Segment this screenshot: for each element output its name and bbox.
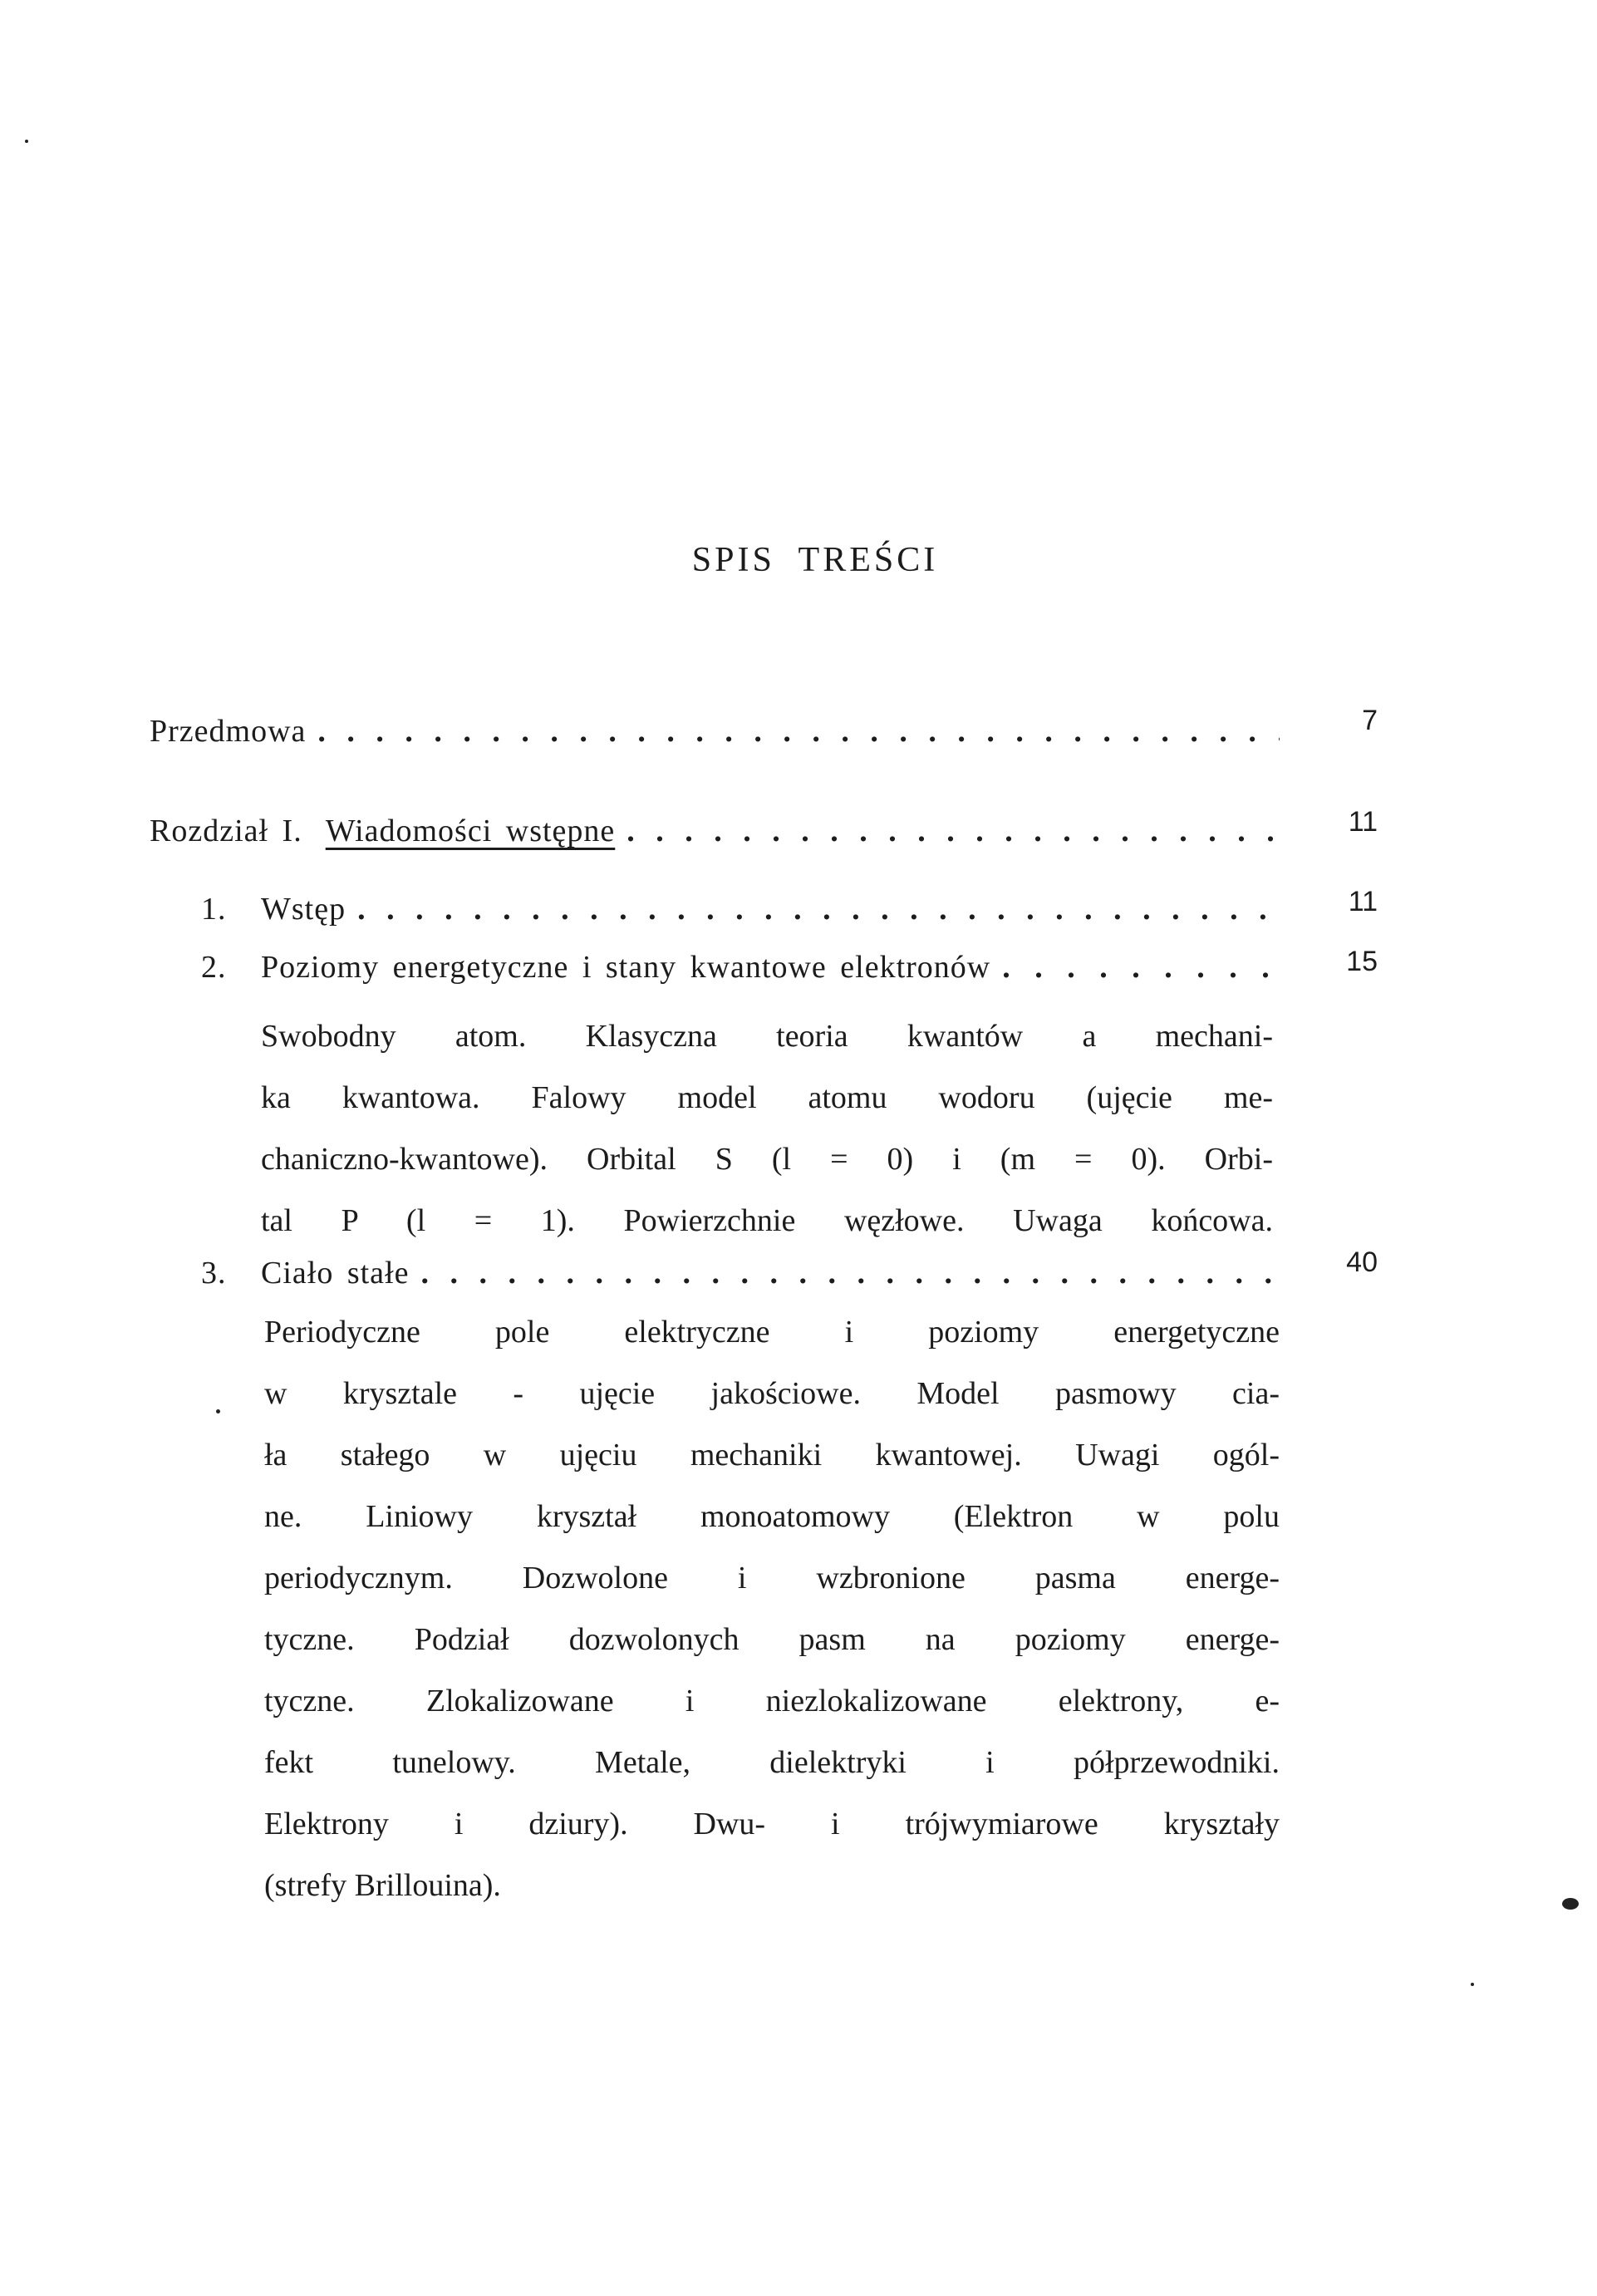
page-number: 40 (1346, 1246, 1378, 1278)
description-line: ne. Liniowy kryształ monoatomowy (Elektron w polu (264, 1499, 1280, 1534)
description-line: ka kwantowa. Falowy model atomu wodoru (ujęcie me- (261, 1080, 1273, 1115)
page-title: SPIS TREŚCI (691, 541, 939, 579)
chapter-title: Wiadomości wstępne (325, 814, 616, 848)
dot-leader (420, 1255, 1280, 1291)
page-number: 15 (1346, 946, 1378, 977)
toc-entry-chapter (150, 813, 1280, 863)
description-line: w krysztale - ujęcie jakościowe. Model pasmowy cia- (264, 1376, 1280, 1411)
page-number: 11 (1348, 886, 1378, 917)
dot-leader (317, 713, 1280, 750)
dot-leader (1002, 949, 1280, 986)
scan-speck (25, 140, 28, 143)
section-number: 1. (201, 892, 227, 927)
toc-entry-preface (150, 713, 1280, 763)
description-line: fekt tunelowy. Metale, dielektryki i półprzewodniki. (264, 1745, 1280, 1780)
toc-entry-section-2 (201, 949, 1280, 999)
description-line: chaniczno-kwantowe). Orbital S (l = 0) i (m = 0). Orbi- (261, 1142, 1273, 1177)
description-line: (strefy Brillouina). (264, 1868, 501, 1903)
chapter-prefix: Rozdział I. (150, 814, 302, 848)
description-line: tal P (l = 1). Powierzchnie węzłowe. Uwaga końcowa. (261, 1203, 1273, 1238)
description-line: ła stałego w ujęciu mechaniki kwantowej. Uwagi ogól- (264, 1438, 1280, 1472)
description-line: periodycznym. Dozwolone i wzbronione pasma energe- (264, 1561, 1280, 1595)
section-number: 2. (201, 950, 227, 985)
section-title: Poziomy energetyczne i stany kwantowe elektronów (261, 950, 991, 985)
toc-entry-section-3 (201, 1255, 1280, 1305)
scan-speck (216, 1409, 220, 1413)
section-3-description (264, 1301, 1280, 1916)
scan-speck (1562, 1898, 1579, 1910)
page-number: 7 (1362, 705, 1378, 736)
scan-speck (1471, 1983, 1474, 1986)
section-number: 3. (201, 1256, 227, 1291)
entry-label: Przedmowa (150, 714, 307, 749)
section-2-description (261, 1005, 1273, 1251)
section-title: Wstęp (261, 892, 346, 927)
dot-leader (357, 891, 1280, 927)
dot-leader (627, 813, 1280, 849)
toc-entry-section-1 (201, 891, 1280, 941)
section-title: Ciało stałe (261, 1256, 410, 1291)
description-line: Swobodny atom. Klasyczna teoria kwantów a mechani- (261, 1019, 1273, 1054)
description-line: Elektrony i dziury). Dwu- i trójwymiarowe kryształy (264, 1807, 1280, 1841)
page-number: 11 (1348, 806, 1378, 838)
description-line: tyczne. Podział dozwolonych pasm na poziomy energe- (264, 1622, 1280, 1657)
description-line: tyczne. Zlokalizowane i niezlokalizowane elektrony, e- (264, 1684, 1280, 1718)
description-line: Periodyczne pole elektryczne i poziomy energetyczne (264, 1315, 1280, 1350)
